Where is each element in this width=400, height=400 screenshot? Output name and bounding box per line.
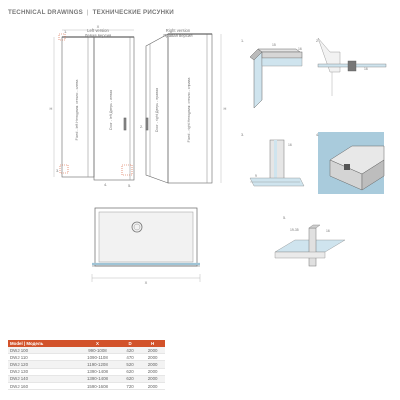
marker-3: 3. (56, 168, 60, 173)
marker-box-4 (122, 165, 132, 175)
cell-d: 720 (120, 382, 140, 389)
table-row (8, 375, 165, 382)
cell-h: 2000 (140, 382, 165, 389)
cell-h: 2000 (140, 375, 165, 382)
cell-model: DWJ 130 (8, 368, 75, 375)
detail-2-dim: 16 (364, 67, 368, 71)
tray-inner (99, 212, 193, 262)
marker-1: 1. (64, 29, 68, 34)
cell-x: 1190-1208 (75, 361, 120, 368)
detail-3-number: 3. (241, 133, 245, 137)
plan-dim-x: X (144, 280, 148, 285)
label-door-left: Door - left Дверь - левая (109, 89, 113, 131)
detail-4-drawing (318, 132, 384, 194)
cell-model: DWJ 160 (8, 382, 75, 389)
detail-1-drawing (250, 49, 302, 108)
detail-5-dim-a: 19-35 (290, 228, 299, 232)
detail-4-number: 4. (316, 133, 320, 137)
label-door-right: Door - right Дверь - правая (155, 87, 159, 133)
cell-model: DWJ 110 (8, 354, 75, 361)
marker-box-3 (60, 165, 68, 173)
title-separator: | (86, 9, 89, 16)
cell-model: DWJ 100 (8, 347, 75, 354)
cell-h: 2000 (140, 354, 165, 361)
marker-2: 2. (140, 124, 144, 129)
handle-right (146, 118, 148, 130)
marker-5: 5. (128, 183, 132, 188)
front-view-drawing (54, 30, 221, 183)
table-row (8, 354, 165, 361)
detail-3-dim-a: 9 (255, 174, 257, 178)
cell-h: 2000 (140, 368, 165, 375)
label-fixed-left: Fixed - left Неподвиж. стекло - слева (75, 79, 79, 141)
dim-h-left: H (49, 106, 53, 111)
cell-h: 2000 (140, 347, 165, 354)
cell-x: 1590-1608 (75, 382, 120, 389)
detail-2-number: 2. (316, 39, 320, 43)
col-d: D (120, 340, 140, 347)
cell-d: 520 (120, 361, 140, 368)
detail-5-dim-b: 16 (326, 229, 330, 233)
right-version-en: Right version (165, 28, 191, 33)
cell-model: DWJ 120 (8, 361, 75, 368)
dimensions-table (8, 340, 165, 390)
dim-h-right: H (223, 106, 227, 111)
dim-x-front: X (96, 24, 100, 29)
left-version-en: Left version (87, 28, 109, 33)
cell-model: DWJ 140 (8, 375, 75, 382)
handle-left (124, 118, 126, 130)
door-left (94, 37, 134, 180)
marker-4: 4. (104, 182, 108, 187)
cell-d: 420 (120, 347, 140, 354)
cell-d: 620 (120, 375, 140, 382)
detail-5-number: 5. (283, 216, 287, 220)
table-row (8, 361, 165, 368)
table-row (8, 382, 165, 389)
detail-2-drawing (318, 38, 386, 96)
right-version-ru: Правая версия (163, 33, 193, 38)
table-row (8, 368, 165, 375)
title-ru: ТЕХНИЧЕСКИЕ РИСУНКИ (92, 9, 174, 16)
title-en: TECHNICAL DRAWINGS (8, 9, 83, 16)
detail-3-drawing (250, 140, 304, 186)
detail-1-dim-b: 16 (298, 47, 302, 51)
table-header-row (8, 340, 165, 347)
cell-x: 990-1008 (75, 347, 120, 354)
col-model: Model | Модель (8, 340, 75, 347)
detail-3-dim-b: 16 (288, 143, 292, 147)
cell-x: 1090-1108 (75, 354, 120, 361)
cell-d: 620 (120, 368, 140, 375)
detail-5-drawing (275, 225, 345, 266)
cell-d: 470 (120, 354, 140, 361)
cell-x: 1390-1408 (75, 368, 120, 375)
table-row (8, 347, 165, 354)
detail-1-number: 1. (241, 39, 245, 43)
left-version-ru: Левая версия (84, 33, 112, 38)
cell-x: 1390-1408 (75, 375, 120, 382)
col-x: X (75, 340, 120, 347)
plan-view-drawing (92, 208, 200, 282)
label-fixed-right: Fixed - right Неподвиж. стекло - справа (187, 77, 191, 143)
detail-1-dim-a: 15 (272, 43, 276, 47)
col-h: H (140, 340, 165, 347)
cell-h: 2000 (140, 361, 165, 368)
